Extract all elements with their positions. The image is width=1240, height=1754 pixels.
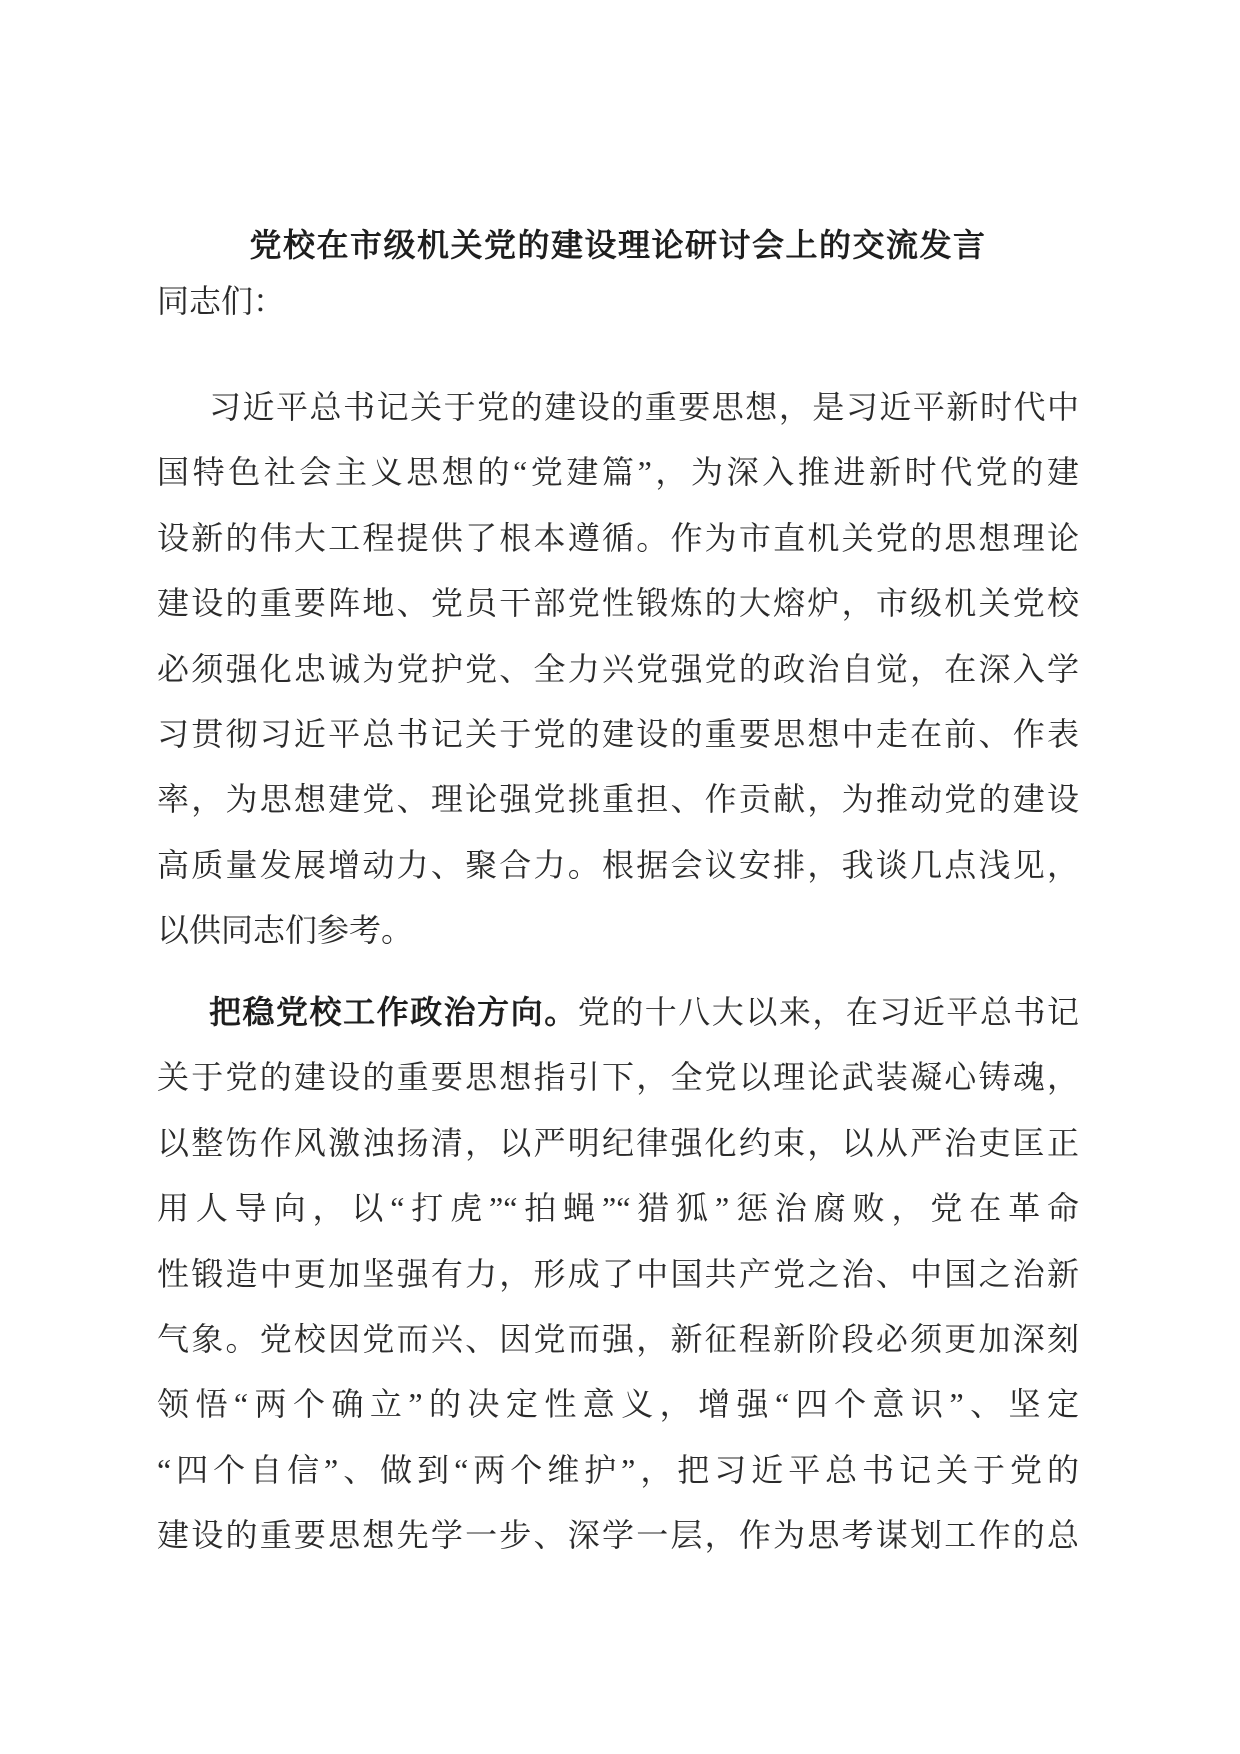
paragraph-line: 建设的重要阵地、党员干部党性锻炼的大熔炉，市级机关党校 [157, 585, 1079, 622]
paragraph-line: 国特色社会主义思想的“党建篇”，为深入推进新时代党的建 [157, 454, 1079, 491]
salutation: 同志们： [157, 283, 286, 319]
paragraph-political-direction [157, 980, 1079, 1569]
paragraph-line [157, 980, 1079, 1045]
paragraph-line: 关于党的建设的重要思想指引下，全党以理论武装凝心铸魂， [157, 1059, 1079, 1096]
paragraph-line: 以整饬作风激浊扬清，以严明纪律强化约束，以从严治吏匡正 [157, 1124, 1079, 1161]
paragraph-line: 以供同志们参考。 [157, 912, 414, 949]
paragraph-line: 习贯彻习近平总书记关于党的建设的重要思想中走在前、作表 [157, 715, 1079, 752]
paragraph-line: 领悟“两个确立”的决定性意义，增强“四个意识”、坚定 [157, 1386, 1079, 1423]
paragraph-line-text: 党的十八大以来，在习近平总书记 [577, 994, 1079, 1030]
paragraph-line: 必须强化忠诚为党护党、全力兴党强党的政治自觉，在深入学 [157, 650, 1079, 687]
paragraph-line: 高质量发展增动力、聚合力。根据会议安排，我谈几点浅见， [157, 846, 1079, 883]
paragraph-line: 率，为思想建党、理论强党挑重担、作贡献，为推动党的建设 [157, 781, 1079, 818]
paragraph-line: 用人导向，以“打虎”“拍蝇”“猎狐”惩治腐败，党在革命 [157, 1190, 1079, 1227]
paragraph-line: 习近平总书记关于党的建设的重要思想，是习近平新时代中 [209, 389, 1079, 425]
paragraph-line: 气象。党校因党而兴、因党而强，新征程新阶段必须更加深刻 [157, 1320, 1079, 1357]
paragraph-intro [157, 375, 1079, 964]
paragraph-line: 性锻造中更加坚强有力，形成了中国共产党之治、中国之治新 [157, 1255, 1079, 1292]
paragraph-line: 建设的重要思想先学一步、深学一层，作为思考谋划工作的总 [157, 1517, 1079, 1554]
document-title: 党校在市级机关党的建设理论研讨会上的交流发言 [249, 227, 987, 263]
section-lead-heading: 把稳党校工作政治方向。 [209, 994, 578, 1030]
paragraph-line: “四个自信”、做到“两个维护”，把习近平总书记关于党的 [157, 1451, 1079, 1488]
paragraph-line: 设新的伟大工程提供了根本遵循。作为市直机关党的思想理论 [157, 519, 1079, 556]
